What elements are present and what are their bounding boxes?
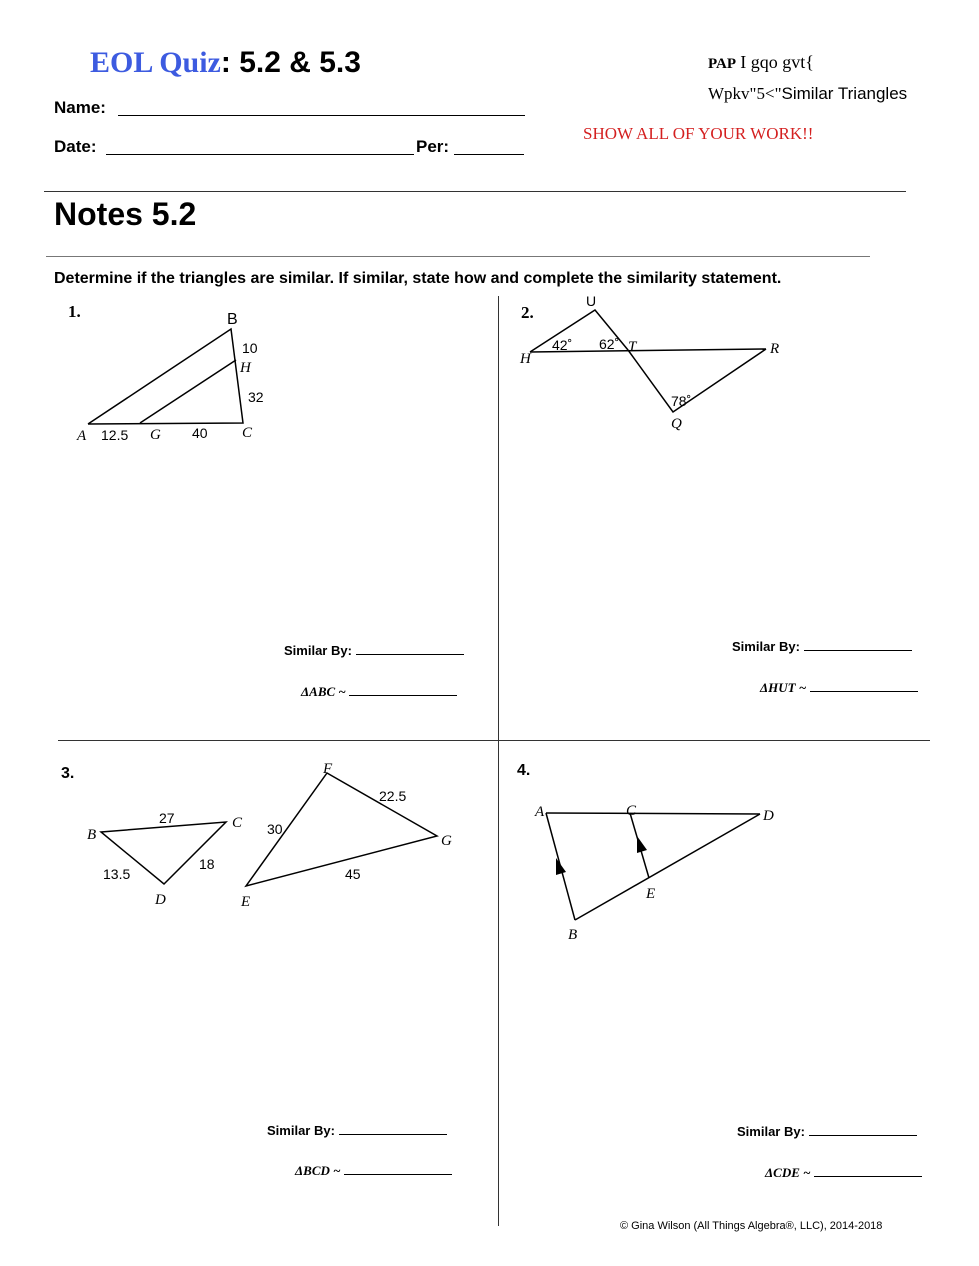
vertex-q: Q xyxy=(671,416,682,432)
instructions: Determine if the triangles are similar. If similar, state how and complete the similarity statement. xyxy=(54,270,782,287)
vertex-c: C xyxy=(242,425,253,441)
vertex-b: B xyxy=(87,827,97,843)
similar-by-label: Similar By: xyxy=(267,1123,335,1138)
problem-2-statement xyxy=(760,680,918,696)
angle-t-measure: 62˚ xyxy=(599,336,620,352)
vertex-g: G xyxy=(441,833,452,849)
measure-ag: 12.5 xyxy=(101,427,129,443)
similar-by-label: Similar By: xyxy=(737,1124,805,1139)
vertex-e: E xyxy=(241,894,251,910)
measure-hc: 32 xyxy=(248,389,264,405)
parallel-arrow-ab xyxy=(556,858,566,875)
problem-3-statement-blank[interactable] xyxy=(344,1174,452,1175)
statement-prefix: ΔHUT ~ xyxy=(760,680,807,695)
problem-1-statement xyxy=(301,684,457,700)
vertex-c: C xyxy=(232,815,243,831)
segment-ad xyxy=(546,813,760,814)
problem-4-number: 4. xyxy=(517,762,531,779)
date-label: Date: xyxy=(54,137,97,156)
measure-bc: 27 xyxy=(159,810,175,826)
problem-1-number: 1. xyxy=(68,302,81,321)
angle-h-measure: 42˚ xyxy=(552,337,573,353)
problem-2-number: 2. xyxy=(521,303,534,322)
vertex-b: B xyxy=(568,927,578,943)
angle-q-measure: 78˚ xyxy=(671,393,692,409)
quiz-word: EOL Quiz xyxy=(90,46,221,79)
problem-2-similar-by-blank[interactable] xyxy=(804,650,912,651)
vertex-h: H xyxy=(520,351,531,367)
statement-prefix: ΔBCD ~ xyxy=(295,1163,341,1178)
name-label: Name: xyxy=(54,98,106,117)
problem-3-number: 3. xyxy=(61,765,75,782)
vertex-d: D xyxy=(155,892,166,908)
similar-by-label: Similar By: xyxy=(732,639,800,654)
vertex-f: F xyxy=(323,761,333,777)
course-name: I gqo gvt{ xyxy=(740,52,814,72)
section-title: Notes 5.2 xyxy=(54,196,197,232)
unit-number: Wpkv"5<" xyxy=(708,84,782,103)
measure-ef: 30 xyxy=(267,821,283,837)
problem-3-similar-by xyxy=(267,1123,447,1138)
problem-1-diagram xyxy=(76,311,264,444)
problem-3-similar-by-blank[interactable] xyxy=(339,1134,447,1135)
segment-gh xyxy=(140,360,236,423)
vertex-e: E xyxy=(646,886,656,902)
segment-bd xyxy=(575,814,760,920)
problem-4-statement xyxy=(765,1165,922,1181)
parallel-arrow-ce xyxy=(637,836,647,853)
pap-label: PAP xyxy=(708,56,737,72)
problem-4-diagram xyxy=(534,803,774,943)
problem-4-similar-by-blank[interactable] xyxy=(809,1135,917,1136)
triangle-abc xyxy=(88,329,243,424)
vertex-c: C xyxy=(626,803,637,819)
problem-2-statement-blank[interactable] xyxy=(810,691,918,692)
problem-1-similar-by xyxy=(284,643,464,658)
problem-4-similar-by xyxy=(737,1124,917,1139)
vertex-b: B xyxy=(227,311,238,328)
problem-1-statement-blank[interactable] xyxy=(349,695,457,696)
problem-1-similar-by-blank[interactable] xyxy=(356,654,464,655)
measure-gc: 40 xyxy=(192,425,208,441)
measure-eg: 45 xyxy=(345,866,361,882)
problem-3-diagram xyxy=(87,761,452,910)
vertex-t: T xyxy=(628,339,637,355)
problem-3-statement xyxy=(295,1163,452,1179)
show-work-note: SHOW ALL OF YOUR WORK!! xyxy=(583,124,814,143)
vertex-a: A xyxy=(77,428,87,444)
vertex-g: G xyxy=(150,427,161,443)
vertex-h: H xyxy=(240,360,251,376)
problem-2-diagram xyxy=(519,293,779,432)
problem-4-statement-blank[interactable] xyxy=(814,1176,922,1177)
statement-prefix: ΔABC ~ xyxy=(301,684,346,699)
quiz-sections: : 5.2 & 5.3 xyxy=(220,46,361,79)
vertex-d: D xyxy=(763,808,774,824)
triangle-tqr xyxy=(628,349,766,412)
problem-2-similar-by xyxy=(732,639,912,654)
unit-title: Similar Triangles xyxy=(781,84,908,103)
vertex-a: A xyxy=(535,804,545,820)
measure-bd: 13.5 xyxy=(103,866,131,882)
vertex-u: U xyxy=(586,293,597,309)
measure-bh: 10 xyxy=(242,340,258,356)
measure-cd: 18 xyxy=(199,856,215,872)
statement-prefix: ΔCDE ~ xyxy=(765,1165,811,1180)
copyright: © Gina Wilson (All Things Algebra®, LLC), 2014-2018 xyxy=(620,1220,883,1232)
measure-fg: 22.5 xyxy=(379,788,407,804)
per-label: Per: xyxy=(416,137,450,156)
vertex-r: R xyxy=(770,341,780,357)
similar-by-label: Similar By: xyxy=(284,643,352,658)
